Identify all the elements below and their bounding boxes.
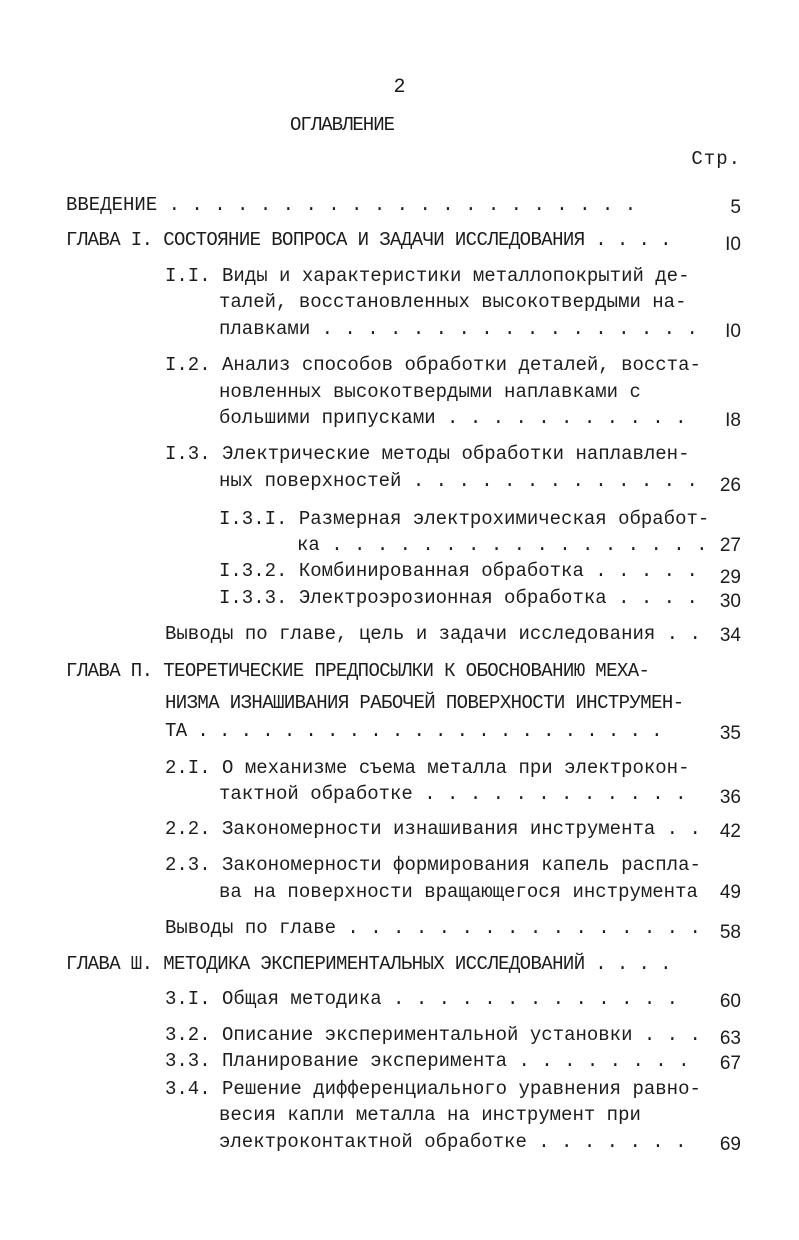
toc-entry-line: I.3.I. Размерная электрохимическая обработ- bbox=[219, 508, 710, 530]
toc-entry-line: 2.3. Закономерности формирования капель распла- bbox=[165, 854, 701, 876]
toc-entry-line: 3.I. Общая методика . . . . . . . . . . . . . bbox=[165, 988, 679, 1010]
page-number: 2 bbox=[393, 76, 406, 99]
toc-entry-line: НИЗМА ИЗНАШИВАНИЯ РАБОЧЕЙ ПОВЕРХНОСТИ ИНСТРУМЕН- bbox=[165, 692, 684, 714]
toc-entry-line: ва на поверхности вращающегося инструмента bbox=[219, 881, 698, 903]
toc-entry-line: I.2. Анализ способов обработки деталей, восста- bbox=[165, 354, 701, 376]
toc-entry-line: ГЛАВА П. ТЕОРЕТИЧЕСКИЕ ПРЕДПОСЫЛКИ К ОБОСНОВАНИЮ МЕХА- bbox=[66, 660, 650, 682]
toc-page-number: 34 bbox=[719, 625, 741, 646]
toc-entry-line: 3.4. Решение дифференциального уравнения равно- bbox=[165, 1078, 701, 1100]
toc-page-number: I0 bbox=[725, 321, 741, 342]
toc-page-number: 42 bbox=[719, 821, 741, 842]
toc-page-number: 49 bbox=[719, 882, 741, 903]
toc-entry-line: 3.2. Описание экспериментальной установки . . . bbox=[165, 1024, 701, 1046]
toc-entry-line: I.3.3. Электроэрозионная обработка . . . . bbox=[219, 587, 698, 609]
toc-entry-line: 2.I. О механизме съема металла при электрокон- bbox=[165, 757, 690, 779]
toc-page-number: I0 bbox=[725, 234, 741, 255]
toc-entry-line: I.I. Виды и характеристики металлопокрытий де- bbox=[165, 265, 690, 287]
toc-entry-line: ВВЕДЕНИЕ . . . . . . . . . . . . . . . . . . . . . bbox=[66, 194, 637, 216]
toc-entry-line: ГЛАВА Ш. МЕТОДИКА ЭКСПЕРИМЕНТАЛЬНЫХ ИССЛЕДОВАНИЙ . . . . bbox=[66, 953, 671, 975]
toc-entry-line: новленных высокотвердыми наплавками с bbox=[219, 381, 641, 403]
toc-entry-line: ТА . . . . . . . . . . . . . . . . . . . . . . bbox=[165, 720, 662, 742]
toc-entry-line: ка . . . . . . . . . . . . . . . . . bbox=[297, 534, 708, 556]
toc-page-number: 36 bbox=[719, 787, 741, 808]
toc-entry-line: тактной обработке . . . . . . . . . . . . bbox=[219, 783, 687, 805]
toc-entry-line: большими припусками . . . . . . . . . . . bbox=[219, 407, 687, 429]
toc-entry-line: ных поверхностей . . . . . . . . . . . . . bbox=[219, 470, 698, 492]
toc-entry-line: 2.2. Закономерности изнашивания инструмента . . bbox=[165, 818, 701, 840]
toc-entry-line: 3.3. Планирование эксперимента . . . . . . . . bbox=[165, 1050, 690, 1072]
toc-entry-line: весия капли металла на инструмент при bbox=[219, 1104, 641, 1126]
toc-entry-line: талей, восстановленных высокотвердыми на- bbox=[219, 291, 687, 313]
toc-entry-line: ГЛАВА I. СОСТОЯНИЕ ВОПРОСА И ЗАДАЧИ ИССЛЕДОВАНИЯ . . . . bbox=[66, 229, 671, 251]
toc-page-number: 63 bbox=[719, 1028, 741, 1049]
toc-page-number: 60 bbox=[719, 991, 741, 1012]
toc-page-number: 58 bbox=[719, 922, 741, 943]
toc-title: ОГЛАВЛЕНИЕ bbox=[289, 114, 395, 136]
toc-page-number: 67 bbox=[719, 1053, 741, 1074]
toc-page-number: I8 bbox=[725, 410, 741, 431]
toc-page-number: 29 bbox=[719, 567, 741, 588]
toc-page-number: 30 bbox=[719, 591, 741, 612]
toc-entry-line: I.3.2. Комбинированная обработка . . . . . bbox=[219, 560, 698, 582]
toc-page-number: 69 bbox=[719, 1134, 741, 1155]
toc-page-number: 27 bbox=[719, 535, 741, 556]
toc-entry-line: электроконтактной обработке . . . . . . . bbox=[219, 1131, 687, 1153]
toc-entry-line: Выводы по главе, цель и задачи исследования . . bbox=[165, 623, 701, 645]
page-column-label: Стр. bbox=[691, 148, 741, 170]
toc-page-number: 5 bbox=[730, 197, 741, 218]
toc-page-number: 26 bbox=[719, 475, 741, 496]
toc-page-number: 35 bbox=[719, 723, 741, 744]
toc-entry-line: Выводы по главе . . . . . . . . . . . . . . . . bbox=[165, 917, 701, 939]
toc-entry-line: плавками . . . . . . . . . . . . . . . . . bbox=[219, 318, 698, 340]
toc-entry-line: I.3. Электрические методы обработки наплавлен- bbox=[165, 443, 690, 465]
